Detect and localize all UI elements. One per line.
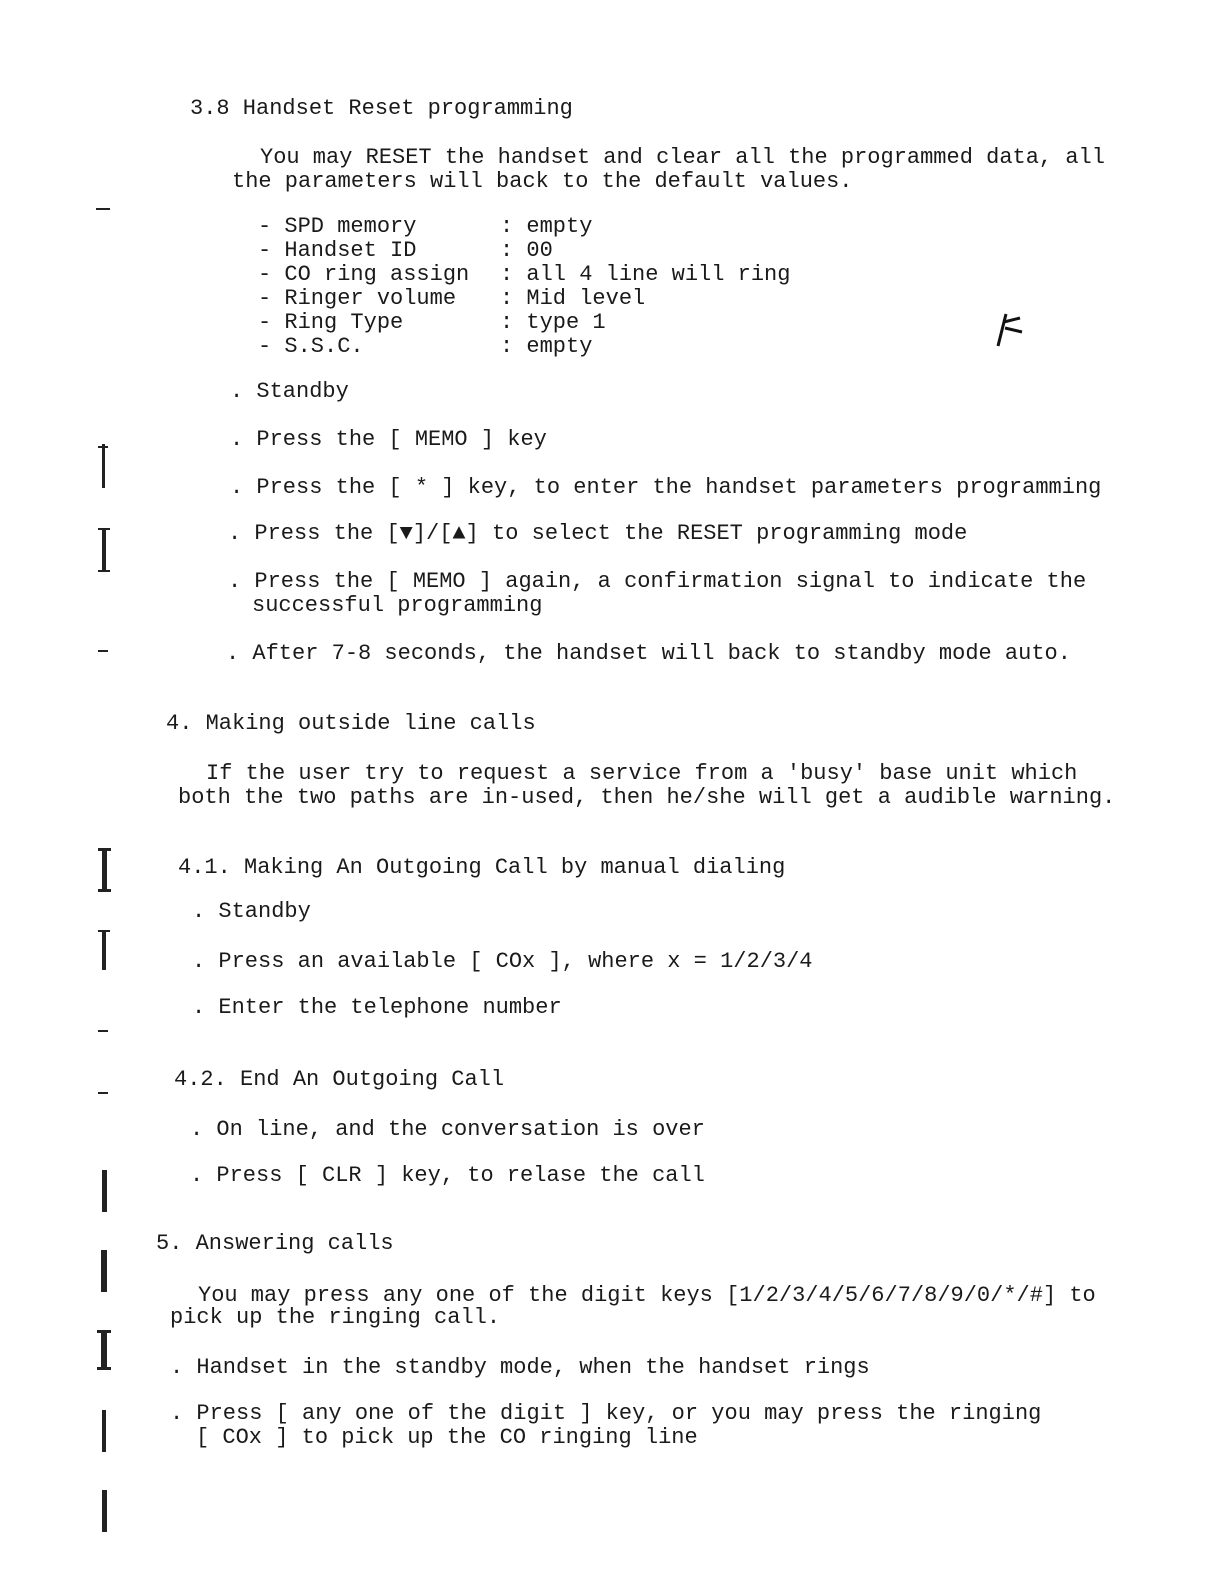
default-value-spd-memory: : empty: [500, 214, 593, 239]
binder-margin-marks: [92, 0, 122, 1584]
default-name-handset-id: - Handset ID: [258, 238, 417, 263]
section-3-8-intro-line-1: You may RESET the handset and clear all the programmed data, all: [260, 145, 1105, 170]
dial-step-press-cox: . Press an available [ COx ], where x = 1/2/3/4: [192, 949, 813, 974]
answer-step-standby-rings: . Handset in the standby mode, when the handset rings: [170, 1355, 870, 1380]
dial-step-enter-number: . Enter the telephone number: [192, 995, 562, 1020]
section-4-2-heading: 4.2. End An Outgoing Call: [174, 1067, 505, 1092]
default-name-ring-type: - Ring Type: [258, 310, 404, 335]
pen-scribble-mark: [992, 308, 1026, 348]
section-4-1-heading: 4.1. Making An Outgoing Call by manual dialing: [178, 855, 786, 880]
section-5-intro-line-1: You may press any one of the digit keys [1/2/3/4/5/6/7/8/9/0/*/#] to: [198, 1283, 1096, 1308]
default-value-ring-type: : type 1: [500, 310, 606, 335]
default-name-spd-memory: - SPD memory: [258, 214, 417, 239]
section-5-intro-line-2: pick up the ringing call.: [170, 1305, 501, 1330]
section-5-heading: 5. Answering calls: [156, 1231, 394, 1256]
reset-step-press-star: . Press the [ * ] key, to enter the handset parameters programming: [230, 475, 1102, 500]
reset-step-select-mode: . Press the [▼]/[▲] to select the RESET programming mode: [228, 521, 968, 546]
default-value-ringer-volume: : Mid level: [500, 286, 646, 311]
default-name-ssc: - S.S.C.: [258, 334, 364, 359]
section-3-8-heading: 3.8 Handset Reset programming: [190, 96, 573, 121]
reset-step-standby: . Standby: [230, 379, 349, 404]
answer-step-press-digit: . Press [ any one of the digit ] key, or you may press the ringing: [170, 1401, 1042, 1426]
default-value-co-ring-assign: : all 4 line will ring: [500, 262, 791, 287]
dial-step-standby: . Standby: [192, 899, 311, 924]
section-3-8-intro-line-2: the parameters will back to the default values.: [232, 169, 853, 194]
end-step-on-line: . On line, and the conversation is over: [190, 1117, 705, 1142]
answer-step-press-digit-cont: [ COx ] to pick up the CO ringing line: [196, 1425, 698, 1450]
default-value-handset-id: : 00: [500, 238, 553, 263]
default-name-ringer-volume: - Ringer volume: [258, 286, 457, 311]
reset-step-press-memo-again-cont: successful programming: [252, 593, 543, 618]
section-4-intro-line-2: both the two paths are in-used, then he/she will get a audible warning.: [178, 785, 1116, 810]
section-4-heading: 4. Making outside line calls: [166, 711, 536, 736]
end-step-press-clr: . Press [ CLR ] key, to relase the call: [190, 1163, 705, 1188]
reset-step-press-memo-again: . Press the [ MEMO ] again, a confirmation signal to indicate the: [228, 569, 1087, 594]
default-value-ssc: : empty: [500, 334, 593, 359]
default-name-co-ring-assign: - CO ring assign: [258, 262, 470, 287]
reset-step-auto-standby: . After 7-8 seconds, the handset will back to standby mode auto.: [226, 641, 1071, 666]
section-4-intro-line-1: If the user try to request a service from a 'busy' base unit which: [206, 761, 1078, 786]
reset-step-press-memo: . Press the [ MEMO ] key: [230, 427, 547, 452]
